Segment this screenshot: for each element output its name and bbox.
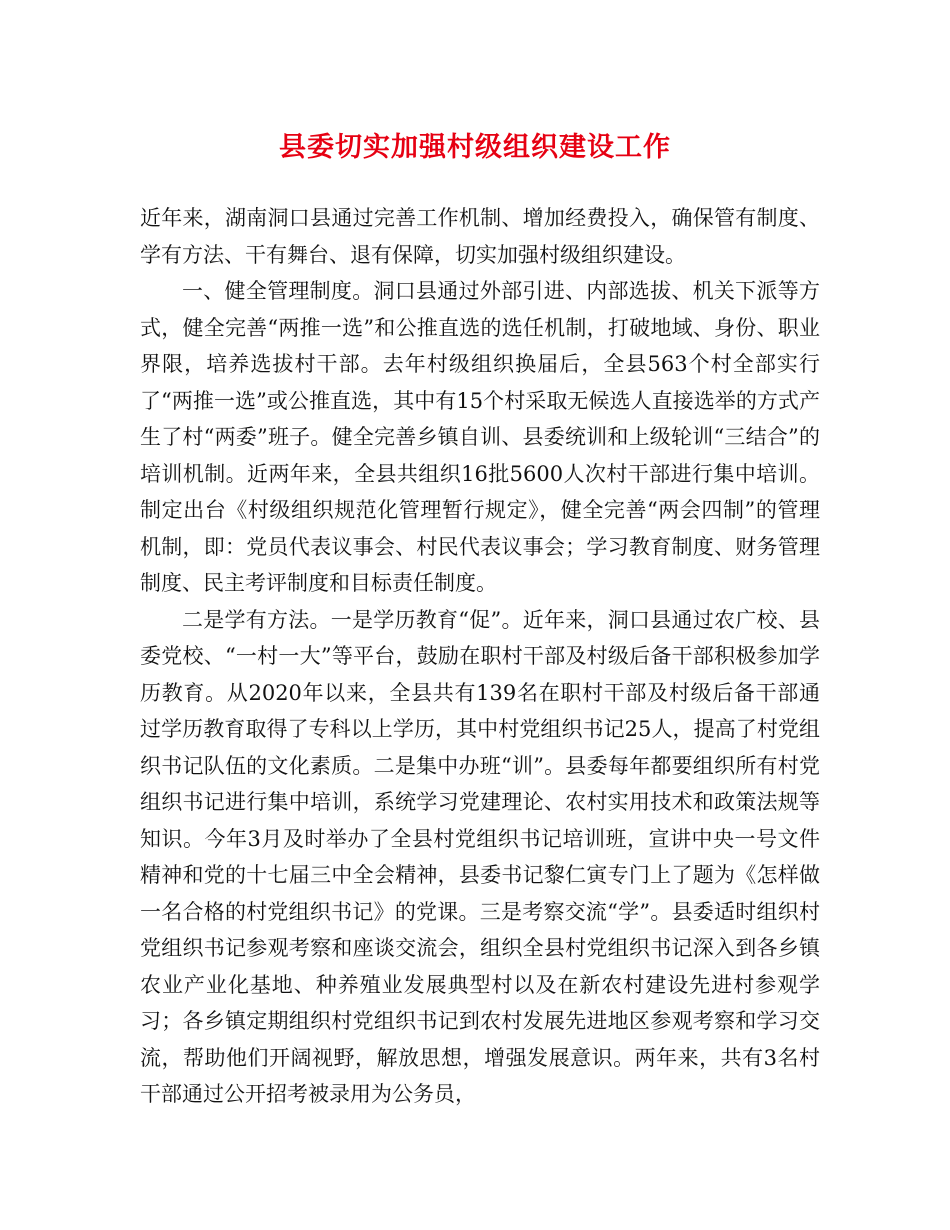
document-title: 县委切实加强村级组织建设工作 [279, 132, 671, 163]
paragraph-learning-methods: 二是学有方法。一是学历教育“促”。近年来，洞口县通过农广校、县委党校、“一村一大”等平台，鼓励在职村干部及村级后备干部积极参加学历教育。从2020年以来，全县共有139名在职村干部及村级后备干部通过学历教育取得了专科以上学历，其中村党组织书记25人，提高了村党组织书记队伍的文化素质。二是集中办班“训”。县委每年都要组织所有村党组织书记进行集中培训，系统学习党建理论、农村实用技术和政策法规等知识。今年3月及时举办了全县村党组织书记培训班，宣讲中央一号文件精神和党的十七届三中全会精神，县委书记黎仁寅专门上了题为《怎样做一名合格的村党组织书记》的党课。三是考察交流“学”。县委适时组织村党组织书记参观考察和座谈交流会，组织全县村党组织书记深入到各乡镇农业产业化基地、种养殖业发展典型村以及在新农村建设先进村参观学习；各乡镇定期组织村党组织书记到农村发展先进地区参观考察和学习交流，帮助他们开阔视野，解放思想，增强发展意识。两年来，共有3名村干部通过公开招考被录用为公务员， [140, 607, 820, 1106]
document-body [140, 200, 820, 1113]
paragraph-management-system: 一、健全管理制度。洞口县通过外部引进、内部选拔、机关下派等方式，健全完善“两推一选”和公推直选的选任机制，打破地域、身份、职业界限，培养选拔村干部。去年村级组织换届后，全县563个村全部实行了“两推一选”或公推直选，其中有15个村采取无候选人直接选举的方式产生了村“两委”班子。健全完善乡镇自训、县委统训和上级轮训“三结合”的培训机制。近两年来，全县共组织16批5600人次村干部进行集中培训。制定出台《村级组织规范化管理暂行规定》，健全完善“两会四制”的管理机制，即：党员代表议事会、村民代表议事会；学习教育制度、财务管理制度、民主考评制度和目标责任制度。 [140, 279, 820, 595]
paragraph-intro: 近年来，湖南洞口县通过完善工作机制、增加经费投入，确保管有制度、学有方法、干有舞台、退有保障，切实加强村级组织建设。 [140, 206, 820, 267]
